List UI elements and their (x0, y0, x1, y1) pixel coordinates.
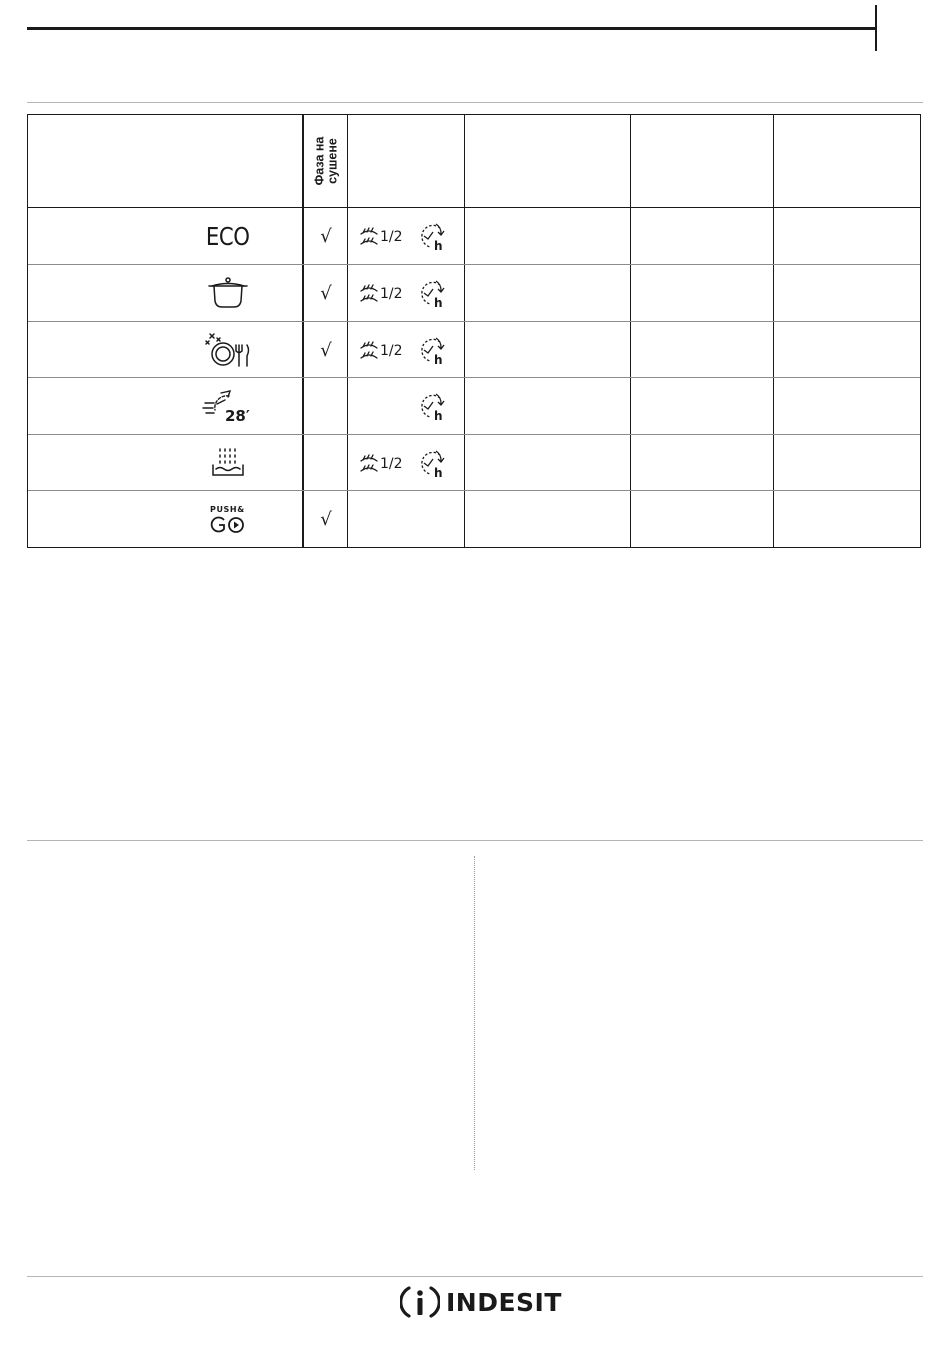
options-cell (348, 208, 466, 264)
drying-check: √ (320, 508, 332, 530)
svg-text:h: h (434, 409, 443, 422)
drying-check (304, 435, 348, 491)
footer-rule (27, 1276, 923, 1277)
quick-28-icon (201, 386, 255, 426)
eco-icon (188, 208, 268, 264)
options-cell (348, 378, 466, 434)
delay-start-icon (414, 390, 450, 422)
half-load-label: 1/2 (380, 343, 403, 359)
push-and-go-icon (204, 499, 252, 539)
half-load-label: 1/2 (380, 286, 403, 302)
top-rule (27, 27, 875, 30)
half-load-icon (358, 450, 408, 476)
delay-start-icon (414, 277, 450, 309)
table-row (28, 491, 920, 547)
options-cell (348, 491, 466, 547)
table-row (28, 435, 920, 491)
delay-start-icon (414, 220, 450, 252)
program-table (27, 114, 921, 548)
top-tick-mark (875, 5, 877, 51)
sparkling-dishes-icon (204, 330, 252, 370)
pre-wash-icon (208, 443, 248, 483)
drying-phase-header (304, 115, 348, 207)
table-row (28, 208, 920, 264)
table-row (28, 265, 920, 321)
options-cell (348, 322, 466, 378)
half-load-icon (358, 337, 408, 363)
delay-start-icon (414, 447, 450, 479)
half-load-label: 1/2 (380, 229, 403, 245)
section-rule-top (27, 102, 923, 103)
svg-text:h: h (434, 239, 443, 252)
delay-start-icon (414, 334, 450, 366)
half-load-icon (358, 223, 408, 249)
push-label: PUSH& (210, 505, 245, 514)
svg-text:h: h (434, 466, 443, 479)
drying-check (304, 378, 348, 434)
column-divider-dotted (474, 856, 475, 1170)
table-row (28, 378, 920, 434)
indesit-logo-icon (400, 1283, 440, 1321)
brand-logo (400, 1283, 562, 1321)
half-load-label: 1/2 (380, 456, 403, 472)
table-row (28, 322, 920, 378)
drying-check: √ (320, 225, 332, 247)
svg-text:h: h (434, 296, 443, 309)
options-cell (348, 265, 466, 321)
eco-label: ECO (206, 221, 250, 251)
svg-text:h: h (434, 353, 443, 366)
brand-name: INDESIT (446, 1287, 562, 1317)
half-load-icon (358, 280, 408, 306)
pot-icon (206, 273, 250, 313)
quick-duration-label: 28′ (225, 407, 250, 425)
options-cell (348, 435, 466, 491)
drying-check: √ (320, 339, 332, 361)
drying-check: √ (320, 282, 332, 304)
section-rule-middle (27, 840, 923, 841)
drying-phase-header-line1: Фаза на (312, 136, 326, 186)
drying-phase-header-line2: сушене (325, 138, 339, 184)
